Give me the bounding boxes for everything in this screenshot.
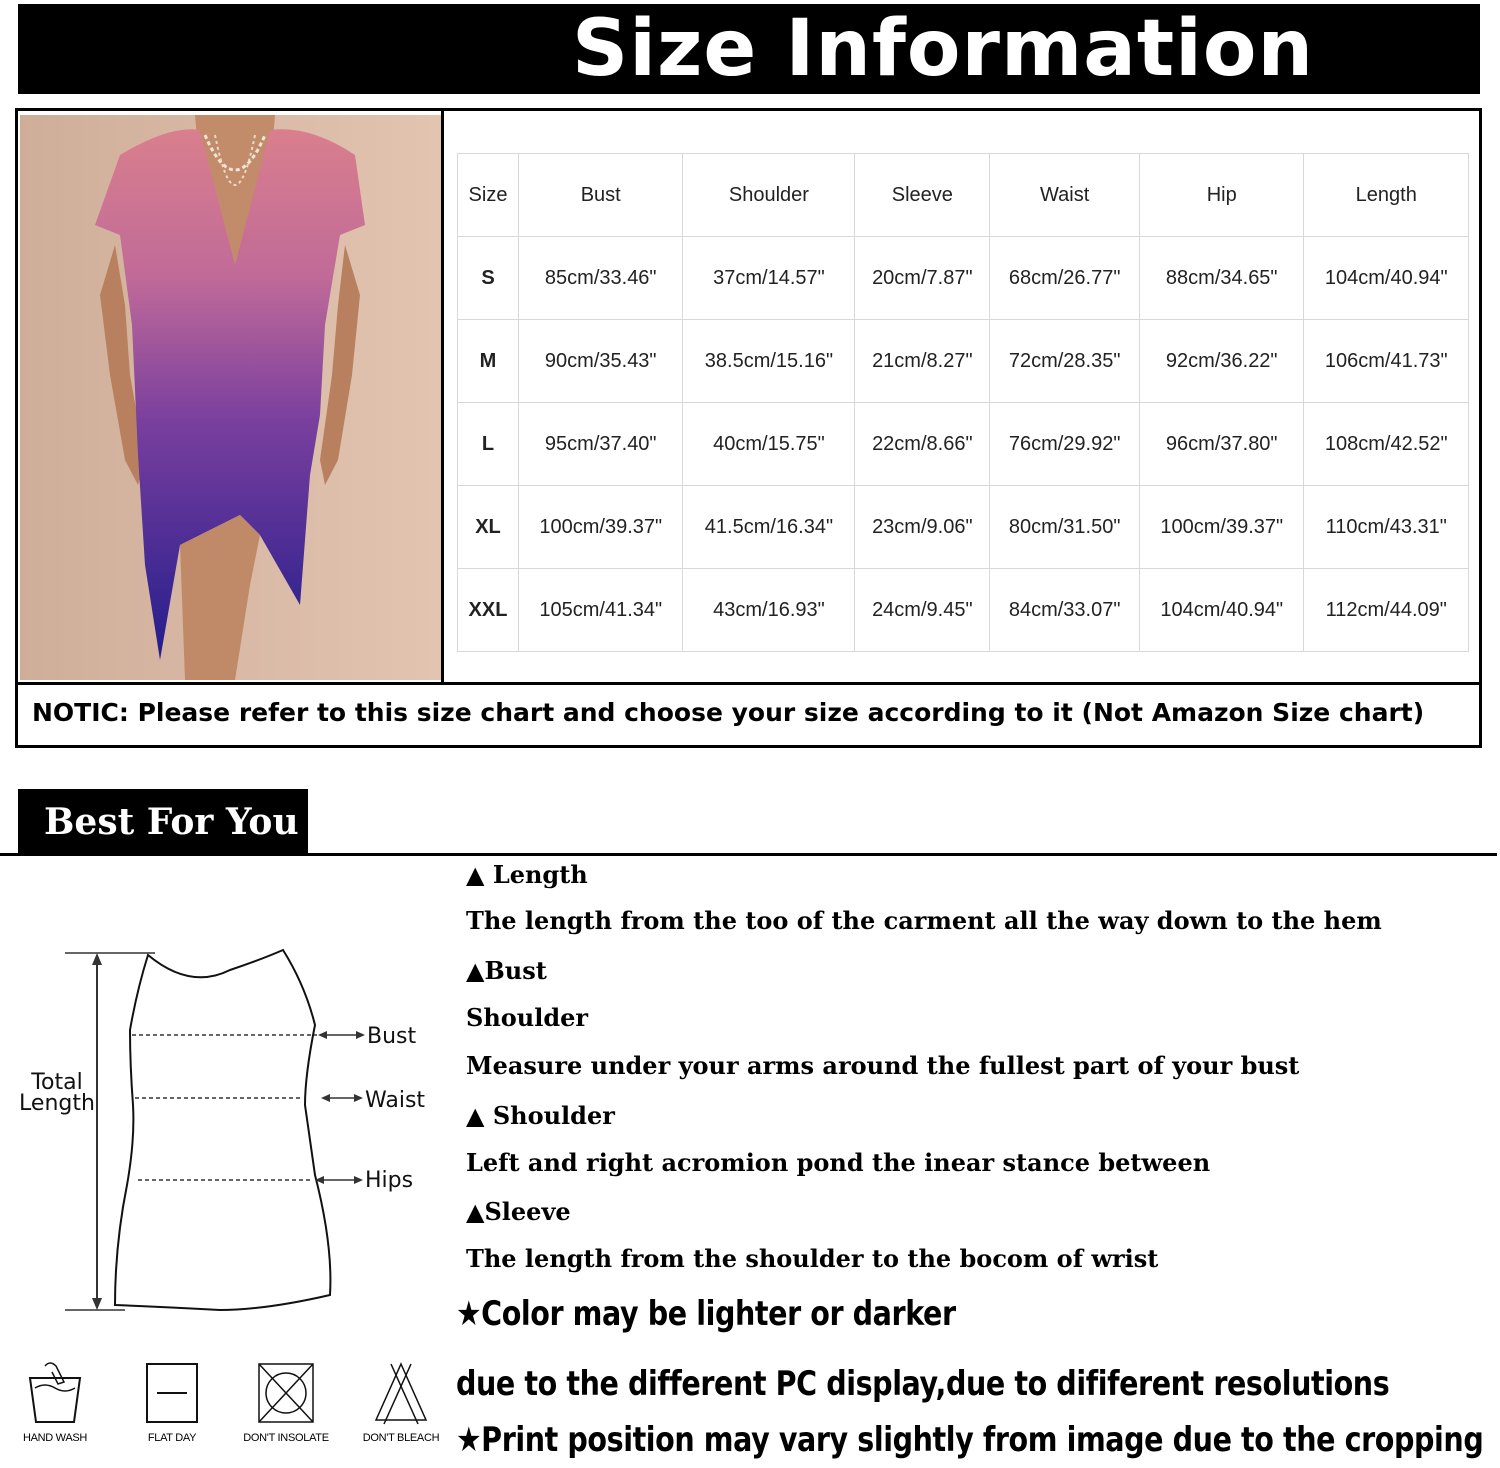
care-label: DON'T BLEACH	[362, 1432, 440, 1444]
color-note-2: due to the different PC display,due to dififerent resolutions	[456, 1364, 1390, 1404]
guide-length-heading: ▲ Length	[466, 860, 588, 889]
frame-divider	[441, 108, 444, 685]
size-cell: M	[458, 320, 519, 403]
table-cell: 37cm/14.57"	[683, 237, 855, 320]
product-photo	[20, 115, 441, 680]
table-cell: 92cm/36.22"	[1140, 320, 1304, 403]
care-label: FLAT DAY	[147, 1432, 197, 1444]
table-cell: 100cm/39.37"	[1140, 486, 1304, 569]
table-cell: 76cm/29.92"	[990, 403, 1140, 486]
size-cell: L	[458, 403, 519, 486]
table-cell: 110cm/43.31"	[1304, 486, 1469, 569]
table-cell: 108cm/42.52"	[1304, 403, 1469, 486]
waist-label: Waist	[365, 1088, 426, 1113]
table-row	[458, 237, 1469, 320]
table-header-row	[458, 154, 1469, 237]
bust-label: Bust	[367, 1024, 417, 1049]
dress-outline	[115, 950, 330, 1310]
table-cell: 90cm/35.43"	[519, 320, 683, 403]
size-cell: XXL	[458, 569, 519, 652]
hand-wash-icon	[20, 1358, 90, 1428]
guide-length-text: The length from the too of the carment all the way down to the hem	[466, 906, 1382, 935]
header-shoulder: Shoulder	[683, 154, 855, 237]
do-not-tumble-dry-icon	[251, 1358, 321, 1428]
header-waist: Waist	[990, 154, 1140, 237]
best-for-you-heading: Best For You	[18, 789, 308, 855]
header-bust: Bust	[519, 154, 683, 237]
guide-bust-text: Measure under your arms around the fullest part of your bust	[466, 1051, 1300, 1080]
flat-dry-icon	[137, 1358, 207, 1428]
size-table	[457, 153, 1469, 652]
size-cell: XL	[458, 486, 519, 569]
table-cell: 43cm/16.93"	[683, 569, 855, 652]
section-divider	[0, 853, 1497, 856]
table-cell: 41.5cm/16.34"	[683, 486, 855, 569]
table-cell: 21cm/8.27"	[855, 320, 990, 403]
table-cell: 96cm/37.80"	[1140, 403, 1304, 486]
table-cell: 104cm/40.94"	[1140, 569, 1304, 652]
guide-sleeve-text: The length from the shoulder to the bocom of wrist	[466, 1244, 1159, 1273]
care-dont-insolate	[236, 1358, 336, 1468]
table-cell: 104cm/40.94"	[1304, 237, 1469, 320]
size-cell: S	[458, 237, 519, 320]
table-row	[458, 486, 1469, 569]
table-row	[458, 569, 1469, 652]
care-dont-bleach	[351, 1358, 451, 1468]
care-label: HAND WASH	[22, 1432, 88, 1444]
guide-shoulder-text: Left and right acromion pond the inear stance between	[466, 1148, 1211, 1177]
frame-divider	[15, 682, 1482, 685]
table-cell: 106cm/41.73"	[1304, 320, 1469, 403]
table-cell: 22cm/8.66"	[855, 403, 990, 486]
table-cell: 85cm/33.46"	[519, 237, 683, 320]
table-cell: 84cm/33.07"	[990, 569, 1140, 652]
page-title: Size Information	[572, 4, 1314, 94]
table-cell: 23cm/9.06"	[855, 486, 990, 569]
header-length: Length	[1304, 154, 1469, 237]
table-cell: 100cm/39.37"	[519, 486, 683, 569]
table-cell: 68cm/26.77"	[990, 237, 1140, 320]
table-cell: 112cm/44.09"	[1304, 569, 1469, 652]
table-cell: 20cm/7.87"	[855, 237, 990, 320]
guide-bust-heading: ▲Bust	[466, 956, 547, 985]
care-flat-dry	[122, 1358, 222, 1468]
table-cell: 88cm/34.65"	[1140, 237, 1304, 320]
guide-sleeve-heading: ▲Sleeve	[466, 1197, 571, 1226]
header-hip: Hip	[1140, 154, 1304, 237]
print-note: ★Print position may vary slightly from image due to the cropping	[456, 1420, 1484, 1460]
guide-shoulder-word: Shoulder	[466, 1003, 589, 1032]
table-cell: 105cm/41.34"	[519, 569, 683, 652]
color-note-1: ★Color may be lighter or darker	[456, 1294, 956, 1334]
header-size: Size	[458, 154, 519, 237]
total-length-label-2: Length	[19, 1091, 95, 1116]
total-length-label-1: Total	[31, 1070, 83, 1095]
measurement-diagram	[15, 945, 445, 1325]
hips-label: Hips	[365, 1168, 414, 1193]
table-cell: 95cm/37.40"	[519, 403, 683, 486]
header-sleeve: Sleeve	[855, 154, 990, 237]
care-label: DON'T INSOLATE	[243, 1432, 329, 1444]
table-cell: 80cm/31.50"	[990, 486, 1140, 569]
table-row	[458, 320, 1469, 403]
guide-shoulder-heading: ▲ Shoulder	[466, 1101, 615, 1130]
do-not-bleach-icon	[366, 1358, 436, 1428]
table-cell: 40cm/15.75"	[683, 403, 855, 486]
table-cell: 72cm/28.35"	[990, 320, 1140, 403]
table-row	[458, 403, 1469, 486]
care-hand-wash	[5, 1358, 105, 1468]
table-cell: 24cm/9.45"	[855, 569, 990, 652]
table-cell: 38.5cm/15.16"	[683, 320, 855, 403]
size-notice: NOTIC: Please refer to this size chart and choose your size according to it (Not Amazon Size chart)	[32, 698, 1425, 727]
